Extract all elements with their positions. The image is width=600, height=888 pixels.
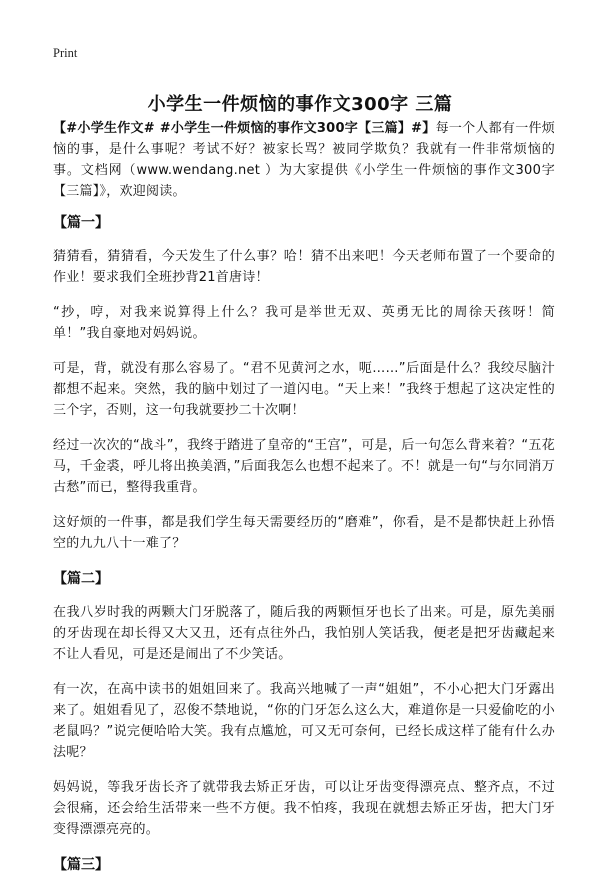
section-1-paragraph: 这好烦的一件事，都是我们学生每天需要经历的“磨难”，你看，是不是都快赶上孙悟空的九九八十一难了？ [53,515,555,551]
section-2-paragraph: 妈妈说，等我牙齿长齐了就带我去矫正牙齿，可以让牙齿变得漂亮点、整齐点，不过会很痛，还会给生活带来一些不方便。我不怕疼，我现在就想去矫正牙齿，把大门牙变得漂漂亮亮的。 [53,780,555,837]
intro-text: 每一个人都有一件烦恼的事，是什么事呢？考试不好？被家长骂？被同学欺负？我就有一件非常烦恼的事。文档网（www.wendang.net ）为大家提供《小学生一件烦恼的事作文300字【三篇】》，欢迎阅读。 [53,121,555,199]
intro-paragraph [53,118,555,202]
section-1-paragraph: 猜猜看，猜猜看，今天发生了什么事？哈！猜不出来吧！今天老师布置了一个要命的作业！要求我们全班抄背21首唐诗！ [53,249,555,285]
intro-lead: 【#小学生作文# #小学生一件烦恼的事作文300字【三篇】#】 [53,121,436,136]
section-2-paragraph: 在我八岁时我的两颗大门牙脱落了，随后我的两颗恒牙也长了出来。可是，原先美丽的牙齿现在却长得又大又丑，还有点往外凸，我怕别人笑话我，便老是把牙齿藏起来不让人看见，可是还是闹出了不少笑话。 [53,605,555,662]
article-body [53,118,555,888]
section-1-heading: 【篇一】 [53,215,109,231]
section-2-paragraph: 有一次，在高中读书的姐姐回来了。我高兴地喊了一声“姐姐”，不小心把大门牙露出来了。姐姐看见了，忍俊不禁地说，“你的门牙怎么这么大，难道你是一只爱偷吃的小老鼠吗？”说完便哈哈大笑。我有点尴尬，可又无可奈何，已经长成这样了能有什么办法呢？ [53,682,555,760]
section-1-paragraph: 经过一次次的“战斗”，我终于踏进了皇帝的“王宫”，可是，后一句怎么背来着？“五花马，千金裘，呼儿将出换美酒，”后面我怎么也想不起来了。不！就是一句“与尔同消万古愁”而已，整得我重背。 [53,438,555,495]
section-1-paragraph: 可是，背，就没有那么容易了。“君不见黄河之水，呃……”后面是什么？我绞尽脑汁都想不起来。突然，我的脑中划过了一道闪电。“天上来！”我终于想起了这决定性的三个字，否则，这一句我就要抄二十次啊！ [53,361,555,418]
section-3-heading: 【篇三】 [53,857,109,873]
section-1-paragraph: “抄，哼，对我来说算得上什么？我可是举世无双、英勇无比的周徐天孩呀！简单！”我自豪地对妈妈说。 [53,305,555,341]
print-label[interactable]: Print [53,46,78,60]
section-2-heading: 【篇二】 [53,571,109,587]
page-title: 小学生一件烦恼的事作文300字 三篇 [147,94,453,116]
